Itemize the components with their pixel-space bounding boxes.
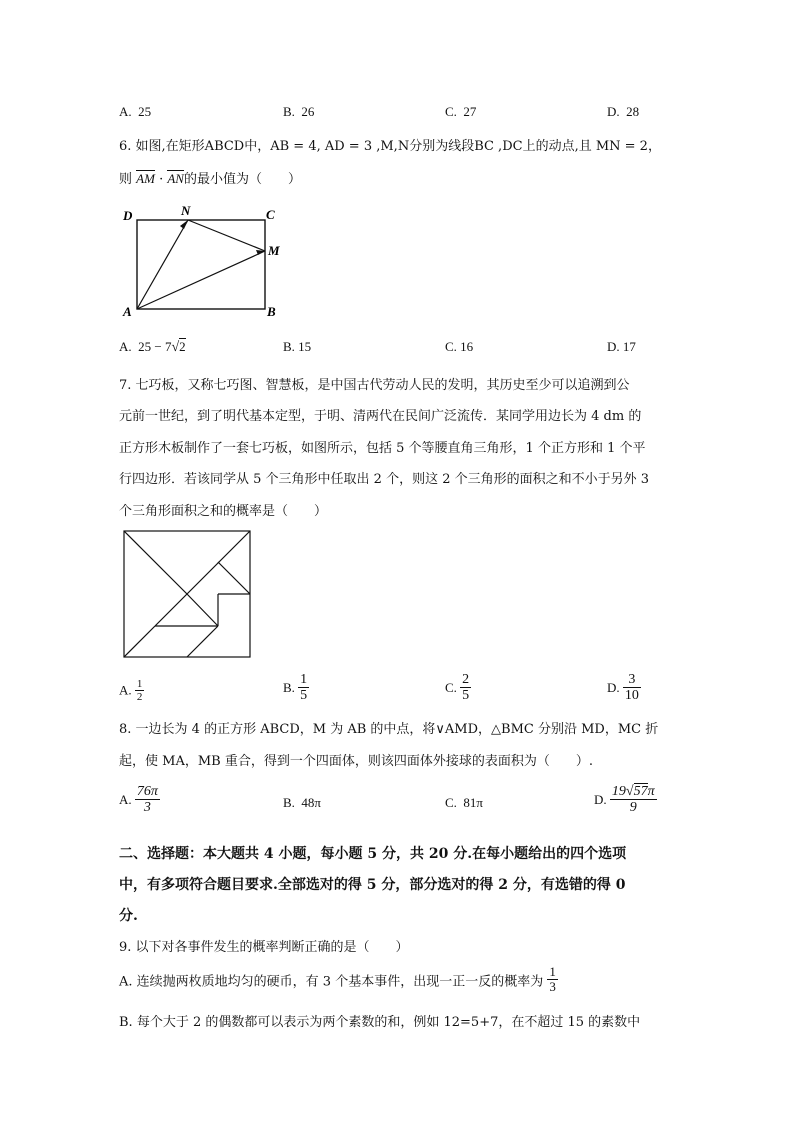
q5-option-c: C. 27 (445, 104, 477, 119)
q5-option-b: B. 26 (283, 104, 315, 119)
vector-am: AM (136, 171, 155, 186)
label-b: B (267, 304, 276, 319)
q6-stem-line2: 则 AM · AN的最小值为（ ） (119, 171, 301, 187)
q9-stem: 9. 以下对各事件发生的概率判断正确的是（ ） (119, 940, 409, 955)
label-a: A (123, 304, 132, 319)
q7-option-a: A. $\frac{1}{2}$ (119, 678, 143, 704)
q6-option-b: B. 15 (283, 339, 312, 354)
label-d: D (123, 208, 133, 223)
rectangle-figure (120, 204, 290, 319)
q7-option-b: B. $\frac{1}{5}$ (283, 672, 308, 704)
segment-an (137, 220, 188, 309)
q7-stem-line3: 正方形木板制作了一套七巧板，如图所示，包括 5 个等腰直角三角形，1 个正方形和 1 个平 (119, 441, 646, 456)
label-c: C (266, 207, 275, 222)
q6-option-c: C. 16 (445, 339, 474, 354)
section-2-heading-line3: 分. (119, 908, 138, 924)
q7-stem-line1: 7. 七巧板，又称七巧图、智慧板，是中国古代劳动人民的发明，其历史至少可以追溯到公 (119, 378, 630, 393)
section-2-heading-line1: 二、选择题：本大题共 4 小题，每小题 5 分，共 20 分.在每小题给出的四个选项 (119, 846, 627, 862)
q7-option-d: D. $\frac{3}{10}$ (607, 672, 639, 704)
q8-option-c: C. 81π (445, 795, 483, 810)
q8-stem-line2: 起，使 MA，MB 重合，得到一个四面体，则该四面体外接球的表面积为（ ）. (119, 754, 593, 769)
segment-am (137, 251, 265, 309)
label-m: M (268, 243, 280, 258)
q9-option-a: A. 连续抛两枚质地均匀的硬币，有 3 个基本事件，出现一正一反的概率为 $\frac{1}{3}$ (119, 964, 556, 995)
vector-an: AN (167, 171, 184, 186)
q7-option-c: C. $\frac{2}{5}$ (445, 672, 470, 704)
q7-stem-line5: 个三角形面积之和的概率是（ ） (119, 504, 328, 519)
q6-option-d: D. 17 (607, 339, 636, 354)
q5-option-a: A. 25 (119, 104, 152, 119)
q6-option-a: A. 25 − 7√2 (119, 339, 186, 355)
q8-stem-line1: 8. 一边长为 4 的正方形 ABCD，M 为 AB 的中点，将∨AMD，△BMC 分别沿 MD，MC 折 (119, 722, 659, 737)
q7-stem-line2: 元前一世纪，到了明代基本定型，于明、清两代在民间广泛流传．某同学用边长为 4 dm 的 (119, 409, 642, 424)
q9-option-b: B. 每个大于 2 的偶数都可以表示为两个素数的和，例如 12=5+7，在不超过 15 的素数中 (119, 1015, 641, 1030)
q5-option-d: D. 28 (607, 104, 640, 119)
q6-stem-line1: 6. 如图,在矩形ABCD中，AB = 4, AD = 3 ,M,N分别为线段BC ,DC上的动点,且 MN = 2， (119, 139, 661, 154)
segment-nm (188, 220, 265, 251)
label-n: N (181, 203, 191, 218)
section-2-heading-line2: 中，有多项符合题目要求.全部选对的得 5 分，部分选对的得 2 分，有选错的得 0 (119, 877, 626, 893)
tangram-figure (122, 529, 252, 661)
q8-option-b: B. 48π (283, 795, 321, 810)
q7-stem-line4: 行四边形．若该同学从 5 个三角形中任取出 2 个，则这 2 个三角形的面积之和不小于另外 3 (119, 472, 650, 487)
arrowhead-n (180, 220, 188, 229)
q8-option-d: D. $\frac{19√57\pi}{9}$ (594, 784, 655, 816)
q8-option-a: A. $\frac{76\pi}{3}$ (119, 784, 158, 816)
